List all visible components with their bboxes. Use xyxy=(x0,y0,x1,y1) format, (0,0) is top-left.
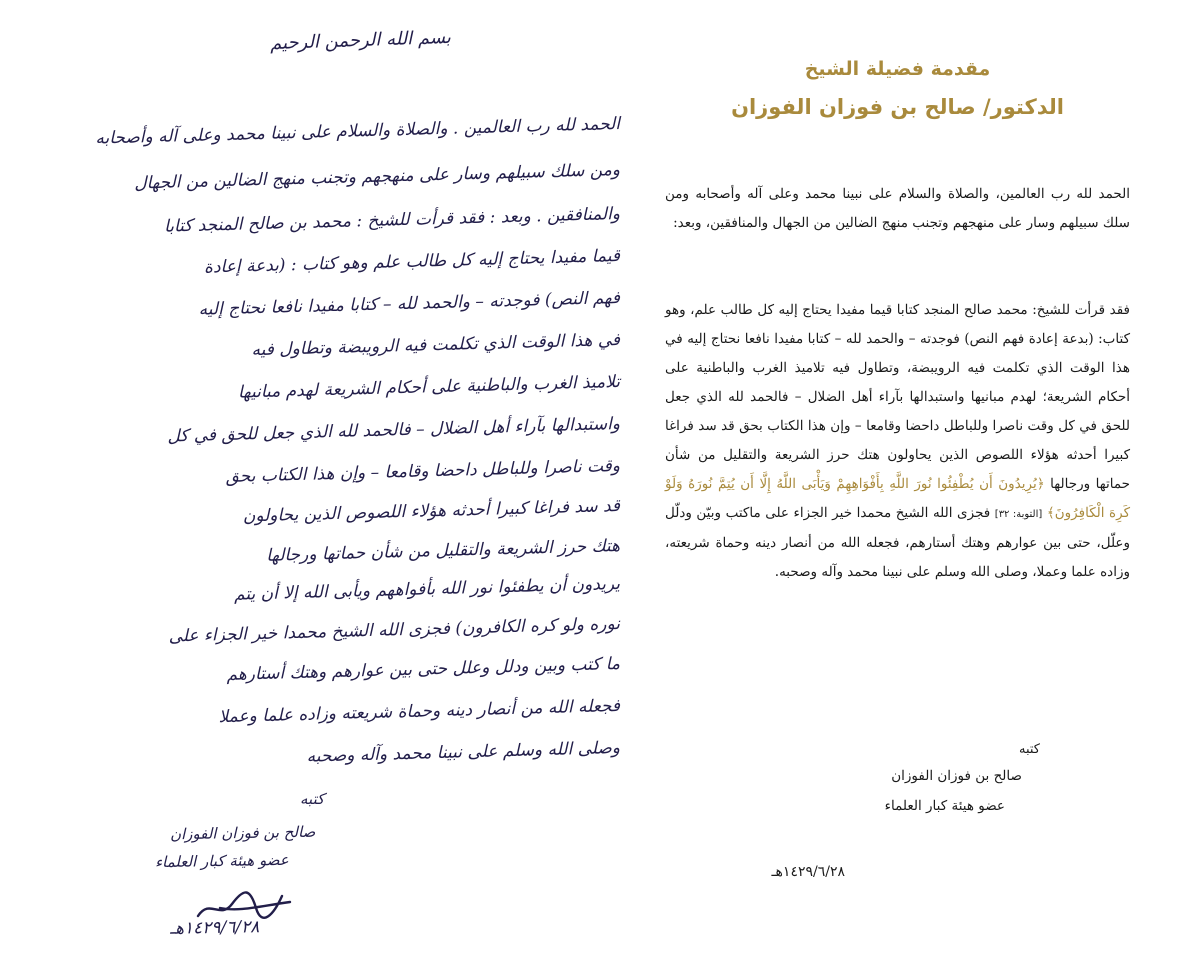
manuscript-line: في هذا الوقت الذي تكلمت فيه الرويبضة وتطاول فيه xyxy=(251,330,621,361)
manuscript-signature-name: صالح بن فوزان الفوزان xyxy=(169,822,316,844)
closing-text: فجزى الله الشيخ محمدا خير الجزاء على ماكتب وبيّن ودلّل وعلّل، حتى بين عوارهم وهتك أستارهم، فجعله الله من أنصار دينه وحماة شريعته، وزاده علما وعملا، وصلى الله وسلم على نبينا محمد وآله وصحبه. xyxy=(665,505,1130,580)
manuscript-line: الحمد لله رب العالمين . والصلاة والسلام على نبينا محمد وعلى آله وأصحابه xyxy=(95,114,621,149)
signature-wrote: كتبه xyxy=(1018,742,1040,757)
quran-verse: ﴿يُرِيدُونَ أَن يُطْفِئُوا نُورَ اللَّهِ بِأَفْوَاهِهِمْ وَيَأْبَى اللَّهُ إِلَّا أَن يُتِمَّ نُورَهُ وَلَوْ كَرِهَ الْكَافِرُونَ﴾ xyxy=(665,476,1131,521)
manuscript-line: يريدون أن يطفئوا نور الله بأفواههم ويأبى الله إلا أن يتم xyxy=(233,574,621,605)
manuscript-line: نوره ولو كره الكافرون) فجزى الله الشيخ محمدا خير الجزاء على xyxy=(168,614,621,647)
opening-paragraph: الحمد لله رب العالمين، والصلاة والسلام على نبينا محمد وعلى آله وأصحابه ومن سلك سبيلهم وسار على منهجهم وتجنب منهج الضالين من الجهال والمنافقين، وبعد: xyxy=(665,186,1130,231)
body-paragraph xyxy=(665,296,1130,587)
heading-line-1: مقدمة فضيلة الشيخ xyxy=(804,58,991,80)
body-text: فقد قرأت للشيخ: محمد صالح المنجد كتابا قيما مفيدا يحتاج إليه كل طالب علم، وهو كتاب: (بدعة إعادة فهم النص) فوجدته – والحمد لله – كتابا مفيدا نافعا نحتاج إليه في هذا الوقت الذي تكلمت فيه الرويبضة، وتطاول فيه تلاميذ الغرب والباطنية على أحكام الشريعة؛ لهدم مبانيها واستبدالها بآراء أهل الضلال – فالحمد لله الذي جعل للحق في كل وقت ناصرا وللباطل داحضا وقامعا – وإن هذا الكتاب بحق قد سد فراغا كبيرا أحدثه هؤلاء اللصوص الذين يحاولون هتك حرز الشريعة والتقليل من شأن حماتها ورجالها xyxy=(665,302,1130,492)
manuscript-signature-role: عضو هيئة كبار العلماء xyxy=(154,850,289,872)
signature-date: ١٤٢٩/٦/٢٨هـ xyxy=(771,864,845,880)
handwritten-manuscript xyxy=(20,18,660,953)
manuscript-signature-wrote: كتبه xyxy=(300,790,325,808)
manuscript-line: قيما مفيدا يحتاج إليه كل طالب علم وهو كتاب : (بدعة إعادة xyxy=(203,246,621,278)
manuscript-line: قد سد فراغا كبيرا أحدثه هؤلاء اللصوص الذين يحاولون xyxy=(242,496,621,527)
manuscript-line: ومن سلك سبيلهم وسار على منهجهم وتجنب منهج الضالين من الجهال xyxy=(134,160,621,194)
manuscript-line: وصلى الله وسلم على نبينا محمد وآله وصحبه xyxy=(306,738,621,767)
printed-introduction xyxy=(665,50,1131,880)
signature-role: عضو هيئة كبار العلماء xyxy=(884,798,1005,814)
manuscript-line: واستبدالها بآراء أهل الضلال – فالحمد لله الذي جعل للحق في كل xyxy=(167,414,621,447)
manuscript-line: تلاميذ الغرب والباطنية على أحكام الشريعة لهدم مبانيها xyxy=(237,372,621,403)
manuscript-line: فهم النص) فوجدته – والحمد لله – كتابا مفيدا نافعا نحتاج إليه xyxy=(198,288,621,320)
manuscript-line: ما كتب وبين ودلل وعلل حتى بين عوارهم وهتك أستارهم xyxy=(226,654,621,685)
quran-reference: [التوبة: ٣٢] xyxy=(994,509,1043,520)
signature-name: صالح بن فوزان الفوزان xyxy=(891,768,1022,784)
manuscript-line: والمنافقين . وبعد : فقد قرأت للشيخ : محمد بن صالح المنجد كتابا xyxy=(163,204,621,237)
heading-line-2: الدكتور/ صالح بن فوزان الفوزان xyxy=(731,95,1064,119)
manuscript-line: هتك حرز الشريعة والتقليل من شأن حماتها ورجالها xyxy=(266,536,621,566)
manuscript-basmala: بسم الله الرحمن الرحيم xyxy=(269,26,452,55)
manuscript-date: ١٤٢٩/٦/٢٨هـ xyxy=(169,917,260,939)
manuscript-line: وقت ناصرا وللباطل داحضا وقامعا – وإن هذا الكتاب بحق xyxy=(225,456,621,488)
manuscript-line: فجعله الله من أنصار دينه وحماة شريعته وزاده علما وعملا xyxy=(218,696,621,728)
